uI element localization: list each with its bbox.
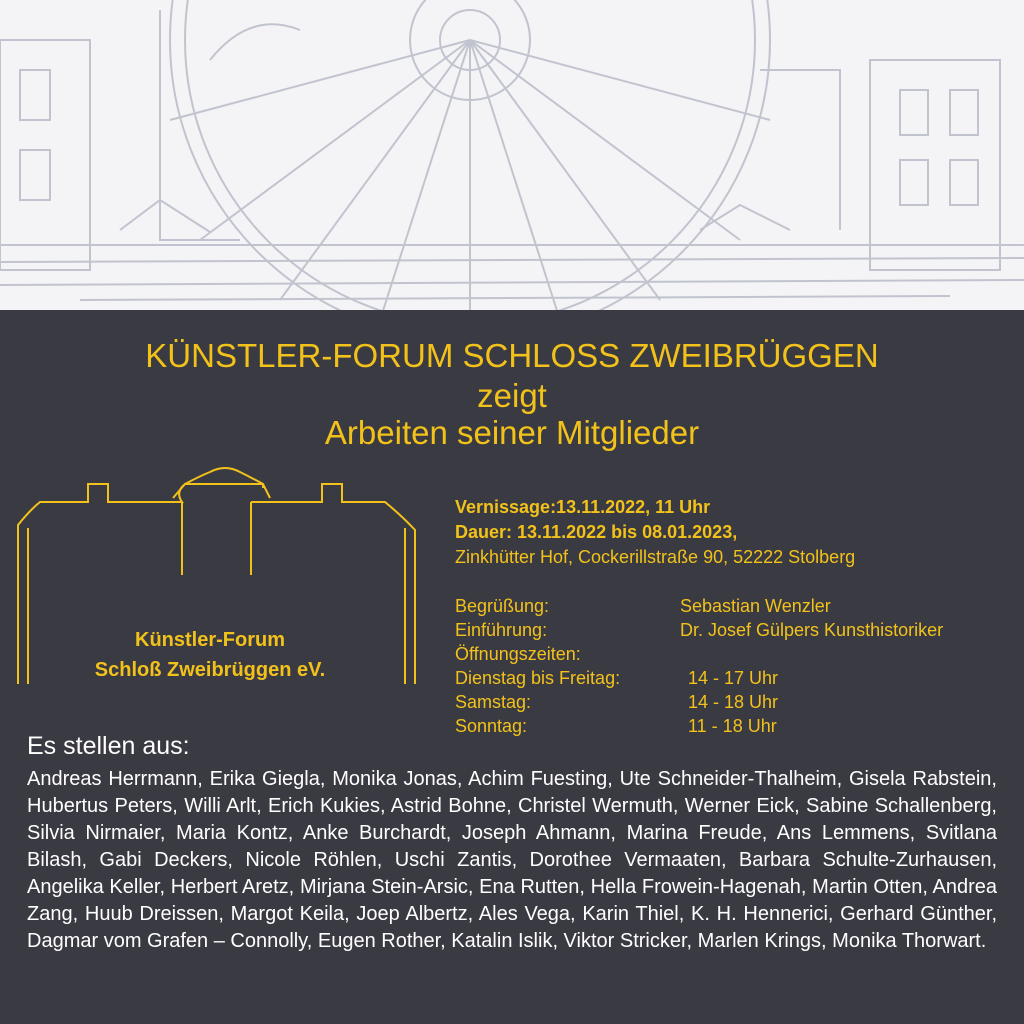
logo-text-line1: Künstler-Forum [135,629,285,651]
vernissage-text: Vernissage:13.11.2022, 11 Uhr [455,497,711,517]
program-value-greeting: Sebastian Wenzler [680,596,831,616]
program-label-greeting: Begrüßung: [455,596,550,616]
program-value-saturday: 14 - 18 Uhr [688,692,779,712]
program-label-saturday: Samstag: [455,692,532,712]
castle-outline-icon [10,450,430,690]
program-label-introduction: Einführung: [455,620,548,640]
hero-sketch-image [0,0,1024,310]
poster-subtitle: Arbeiten seiner Mitglieder [324,414,700,451]
logo-text-line2: Schloß Zweibrüggen eV. [94,659,326,681]
program-label-sunday: Sonntag: [455,716,528,736]
program-value-introduction: Dr. Josef Gülpers Kunsthistoriker [680,620,944,640]
poster-main [0,310,1024,1024]
program-label-opening-hours: Öffnungszeiten: [455,644,581,664]
poster-title: KÜNSTLER-FORUM SCHLOSS ZWEIBRÜGGEN [145,337,879,374]
program-value-tue-fri: 14 - 17 Uhr [688,668,779,688]
wheel-sketch-illustration [0,0,1024,310]
program-label-tue-fri: Dienstag bis Freitag: [455,668,621,688]
program-value-sunday: 11 - 18 Uhr [688,716,777,736]
exhibitors-list: Andreas Herrmann, Erika Giegla, Monika Jonas, Achim Fuesting, Ute Schneider-Thalheim, Gisela Rabstein, Hubertus Peters, Willi Arlt, Erich Kukies, Astrid Bohne, Christel Wermuth, Werner Eick, Sabine Schallenberg, Silvia Nirmaier, Maria Kontz, Anke Burchardt, Joseph Ahmann, Marina Freude, Ans Lemmens, Svitlana Bilash, Gabi Deckers, Nicole Röhlen, Uschi Zantis, Dorothee Vermaaten, Barbara Schulte-Zurhausen, Angelika Keller, Herbert Aretz, Mirjana Stein-Arsic, Ena Rutten, Hella Frowein-Hagenah, Martin Otten, Andrea Zang, Huub Dreissen, Margot Keila, Joep Albertz, Ales Vega, Karin Thiel, K. H. Hennerici, Gerhard Günther, Dagmar vom Grafen – Connolly, Eugen Rother, Katalin Islik, Viktor Stricker, Marlen Krings, Monika Thorwart. [27,768,997,952]
exhibitors-heading: Es stellen aus: [27,732,190,760]
poster-subtitle-zeigt: zeigt [477,377,547,414]
location-text: Zinkhütter Hof, Cockerillstraße 90, 52222 Stolberg [455,547,856,567]
duration-text: Dauer: 13.11.2022 bis 08.01.2023, [455,522,738,542]
